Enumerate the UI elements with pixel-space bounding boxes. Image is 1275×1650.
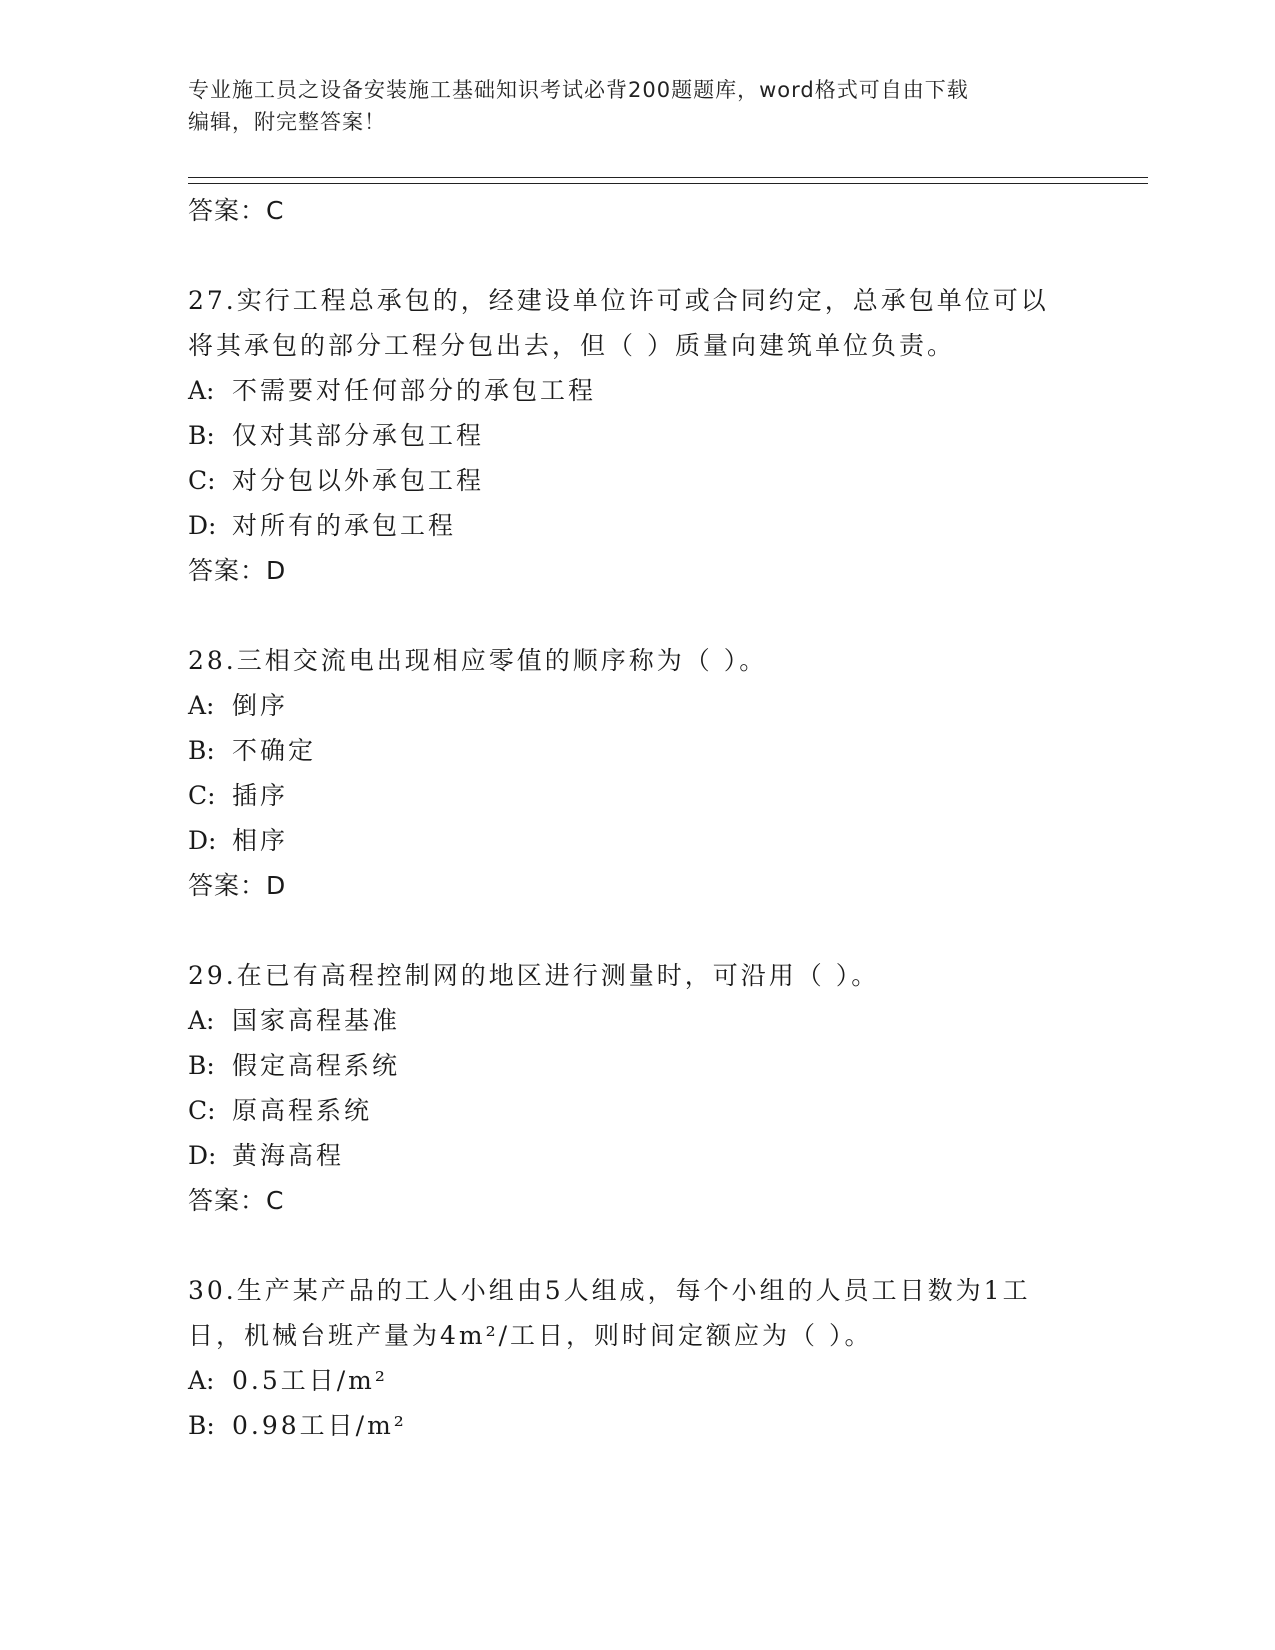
option-text: 黄海高程 [232, 1141, 345, 1170]
question-text: 27.实行工程总承包的，经建设单位许可或合同约定，总承包单位可以 [188, 286, 1049, 315]
spacer [188, 908, 1088, 953]
question-block-28 [188, 638, 1088, 908]
answer-prefix: 答案： [188, 196, 267, 225]
option-label: A: [188, 1006, 215, 1035]
answer-value: D [266, 556, 287, 585]
option-c [188, 1088, 1088, 1133]
header-divider-bottom [188, 183, 1148, 184]
option-text: 倒序 [232, 691, 289, 720]
option-text: 0.5工日/m² [232, 1366, 388, 1395]
answer-line [188, 863, 1088, 908]
option-b [188, 728, 1088, 773]
answer-prefix: 答案： [188, 1186, 267, 1215]
header-title-line1: 专业施工员之设备安装施工基础知识考试必背200题题库，word格式可自由下载 [188, 78, 969, 102]
option-text: 对所有的承包工程 [232, 511, 457, 540]
option-text: 国家高程基准 [232, 1006, 401, 1035]
option-d [188, 1133, 1088, 1178]
option-b [188, 1403, 1088, 1448]
header-divider-top [188, 177, 1148, 178]
document-body [188, 188, 1088, 1448]
option-text: 仅对其部分承包工程 [232, 421, 485, 450]
option-label: B: [188, 736, 215, 765]
option-b [188, 413, 1088, 458]
option-text: 原高程系统 [232, 1096, 373, 1125]
option-label: B: [188, 1051, 215, 1080]
answer-line [188, 1178, 1088, 1223]
option-a [188, 998, 1088, 1043]
option-label: A: [188, 1366, 215, 1395]
answer-line [188, 548, 1088, 593]
option-text: 对分包以外承包工程 [232, 466, 485, 495]
option-a [188, 683, 1088, 728]
option-label: C: [188, 466, 216, 495]
option-a [188, 368, 1088, 413]
option-label: D: [188, 826, 217, 855]
option-c [188, 458, 1088, 503]
question-block-27 [188, 278, 1088, 593]
spacer [188, 233, 1088, 278]
option-label: A: [188, 376, 215, 405]
question-text: 28.三相交流电出现相应零值的顺序称为（ ）。 [188, 646, 768, 675]
header-title-line2: 编辑，附完整答案！ [188, 110, 386, 134]
spacer [188, 1223, 1088, 1268]
document-header [188, 74, 1068, 138]
question-text-continued: 日，机械台班产量为4m²/工日，则时间定额应为（ ）。 [188, 1321, 873, 1350]
option-label: A: [188, 691, 215, 720]
option-text: 不需要对任何部分的承包工程 [232, 376, 597, 405]
option-label: C: [188, 1096, 216, 1125]
option-text: 0.98工日/m² [232, 1411, 407, 1440]
answer-prefix: 答案： [188, 871, 267, 900]
previous-answer [188, 188, 1088, 233]
option-text: 不确定 [232, 736, 317, 765]
question-text-continued: 将其承包的部分工程分包出去，但（ ）质量向建筑单位负责。 [188, 331, 955, 360]
option-text: 插序 [232, 781, 289, 810]
option-d [188, 818, 1088, 863]
option-label: D: [188, 1141, 217, 1170]
question-block-30 [188, 1268, 1088, 1448]
option-label: B: [188, 1411, 215, 1440]
answer-value: C [266, 196, 285, 225]
answer-value: D [266, 871, 287, 900]
question-text: 29.在已有高程控制网的地区进行测量时，可沿用（ ）。 [188, 961, 880, 990]
option-label: D: [188, 511, 217, 540]
spacer [188, 593, 1088, 638]
option-text: 相序 [232, 826, 289, 855]
option-d [188, 503, 1088, 548]
answer-prefix: 答案： [188, 556, 267, 585]
option-a [188, 1358, 1088, 1403]
answer-value: C [266, 1186, 285, 1215]
option-label: C: [188, 781, 216, 810]
option-label: B: [188, 421, 215, 450]
question-block-29 [188, 953, 1088, 1223]
option-text: 假定高程系统 [232, 1051, 401, 1080]
question-text: 30.生产某产品的工人小组由5人组成，每个小组的人员工日数为1工 [188, 1276, 1031, 1305]
option-c [188, 773, 1088, 818]
option-b [188, 1043, 1088, 1088]
